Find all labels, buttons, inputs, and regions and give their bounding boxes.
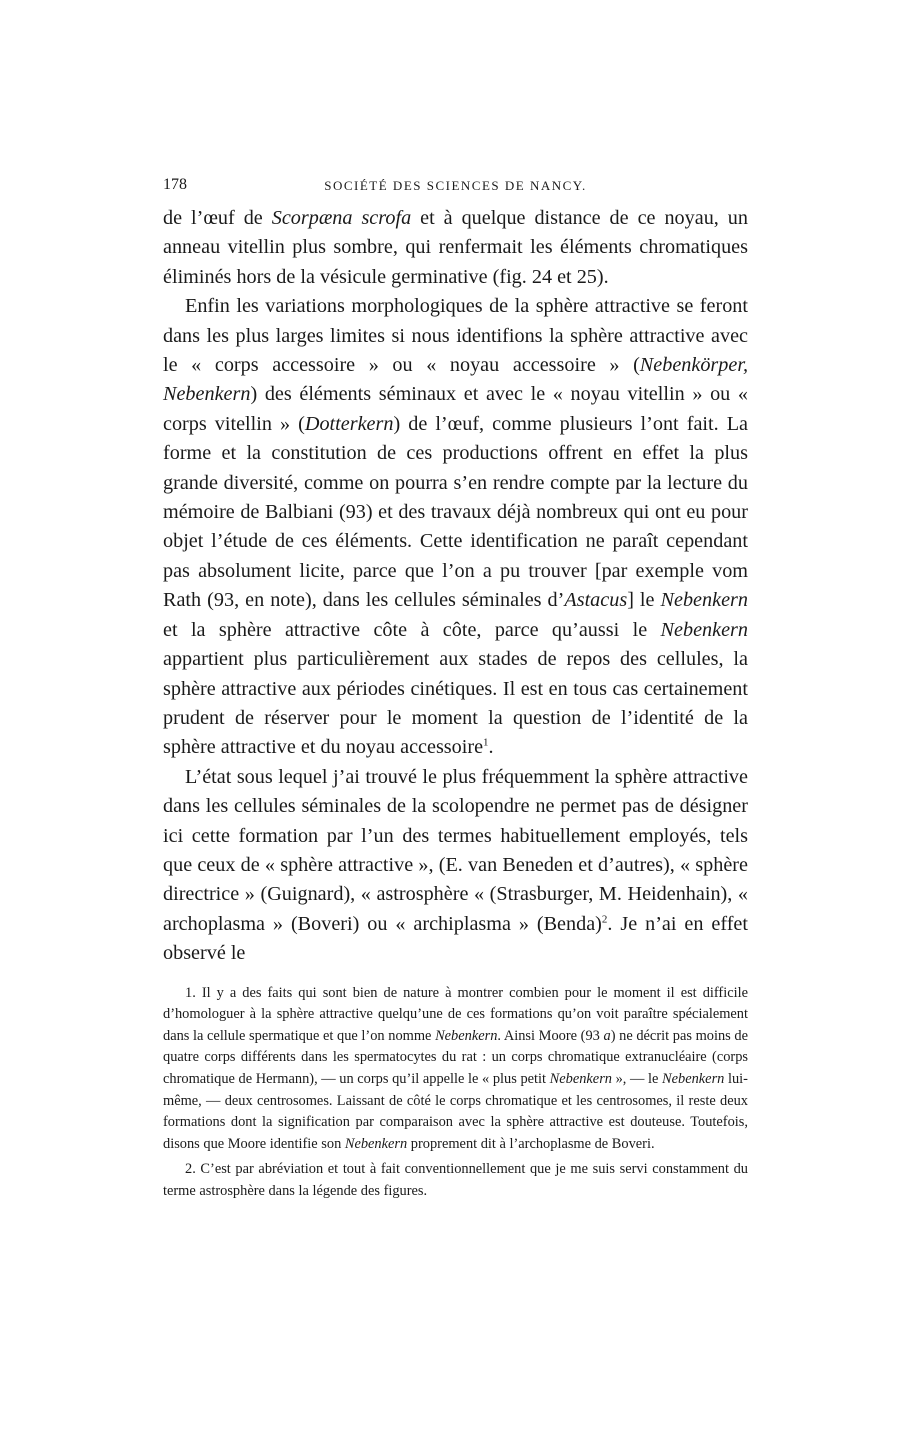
text-run: L’état sous lequel j’ai trouvé le plus fréquemment la sphère attractive dans les cellules séminales de la scolopendre ne permet pas de désigner ici cette formation par l’un des termes habituellement employés, tels que ceux de « sphère attractive », (E. van Beneden et d’autres), « sphère directrice » (Guignard), « astrosphère « (Strasburger, M. Heidenhain), « archoplasma » (Boveri) ou « archiplasma » (Benda) bbox=[163, 765, 748, 935]
italic-text: Nebenkern bbox=[435, 1027, 498, 1044]
text-run: appartient plus particulièrement aux stades de repos des cellules, la sphère attractive aux périodes cinétiques. Il est en tous cas certainement prudent de réserver pour le moment la question de l’identité de la sphère attractive et du noyau accessoire bbox=[163, 648, 748, 759]
paragraph bbox=[163, 292, 748, 763]
text-run: », — le bbox=[612, 1070, 663, 1087]
text-run: et la sphère attractive côte à côte, parce qu’aussi le bbox=[163, 618, 661, 641]
text-run: lui-même, — deux centrosomes. Laissant de côté le corps chromatique et les centrosomes, il reste deux formations dont la signification par comparaison avec la sphère attractive est douteuse. Toutefois, disons que Moore identifie son bbox=[163, 1070, 748, 1152]
italic-text: a bbox=[603, 1027, 611, 1044]
text-run: 2. C’est par abréviation et tout à fait conventionnellement que je me suis servi constamment du terme astrosphère dans la légende des figures. bbox=[163, 1161, 748, 1199]
text-run: proprement dit à l’archoplasme de Boveri. bbox=[407, 1135, 655, 1152]
text-run: et à quelque distance de ce noyau, un anneau vitellin plus sombre, qui renfermait les éléments chromatiques éliminés hors de la vésicule germinative (fig. 24 et 25). bbox=[163, 207, 748, 288]
text-run: . Je n’ai en effet observé le bbox=[163, 912, 748, 965]
footnote bbox=[163, 1159, 748, 1202]
text-run: 1. Il y a des faits qui sont bien de nature à montrer combien pour le moment il est difficile d’homologuer à la sphère attractive quelqu’une de ces formations qu’on voit paraître spécialement dans la cellule spermatique et que l’on nomme bbox=[163, 984, 748, 1044]
italic-text: Scorpæna scrofa bbox=[271, 207, 412, 229]
italic-text: Astacus bbox=[564, 589, 628, 612]
text-run: . Ainsi Moore (93 bbox=[497, 1027, 604, 1044]
footnote bbox=[163, 983, 748, 1156]
footnotes bbox=[163, 983, 748, 1203]
page-header bbox=[163, 176, 748, 204]
italic-text: Nebenkörper, Nebenkern bbox=[163, 354, 748, 406]
italic-text: Nebenkern bbox=[344, 1135, 408, 1152]
text-run: ) des éléments séminaux et avec le « noyau vitellin » ou « corps vitellin » ( bbox=[163, 383, 748, 435]
document-page bbox=[163, 176, 748, 1203]
paragraph bbox=[163, 204, 748, 292]
footnote-ref: 2 bbox=[601, 913, 608, 926]
running-head: SOCIÉTÉ DES SCIENCES DE NANCY. bbox=[324, 178, 587, 193]
italic-text: Dotterkern bbox=[304, 412, 394, 435]
text-run: de l’œuf de bbox=[163, 207, 272, 229]
text-run: ) de l’œuf, comme plusieurs l’ont fait. La forme et la constitution de ces productions offrent en effet la plus grande diversité, comme on pourra s’en rendre compte par la lecture du mémoire de Balbiani (93) et des travaux déjà nombreux qui ont eu pour objet l’étude de ces éléments. Cette identification ne paraît cependant pas absolument licite, parce que l’on a pu trouver [par exemple vom Rath (93, en note), dans les cellules séminales d’ bbox=[163, 412, 748, 612]
text-run: Enfin les variations morphologiques de la sphère attractive se feront dans les plus larges limites si nous identifions la sphère attractive avec le « corps accessoire » ou « noyau accessoire » ( bbox=[163, 295, 748, 377]
italic-text: Nebenkern bbox=[660, 589, 748, 612]
page-number: 178 bbox=[163, 176, 187, 193]
paragraph bbox=[163, 763, 748, 969]
text-run: ] le bbox=[627, 589, 661, 612]
italic-text: Nebenkern bbox=[660, 618, 748, 641]
italic-text: Nebenkern bbox=[662, 1070, 725, 1087]
footnote-ref: 1 bbox=[483, 736, 489, 749]
text-run: ) ne décrit pas moins de quatre corps différents dans les spermatocytes du rat : un corps chromatique extranucléaire (corps chromatique de Hermann), — un corps qu’il appelle le « plus petit bbox=[163, 1027, 748, 1087]
body-text bbox=[163, 204, 748, 969]
text-run: . bbox=[488, 736, 494, 759]
italic-text: Nebenkern bbox=[549, 1070, 612, 1087]
